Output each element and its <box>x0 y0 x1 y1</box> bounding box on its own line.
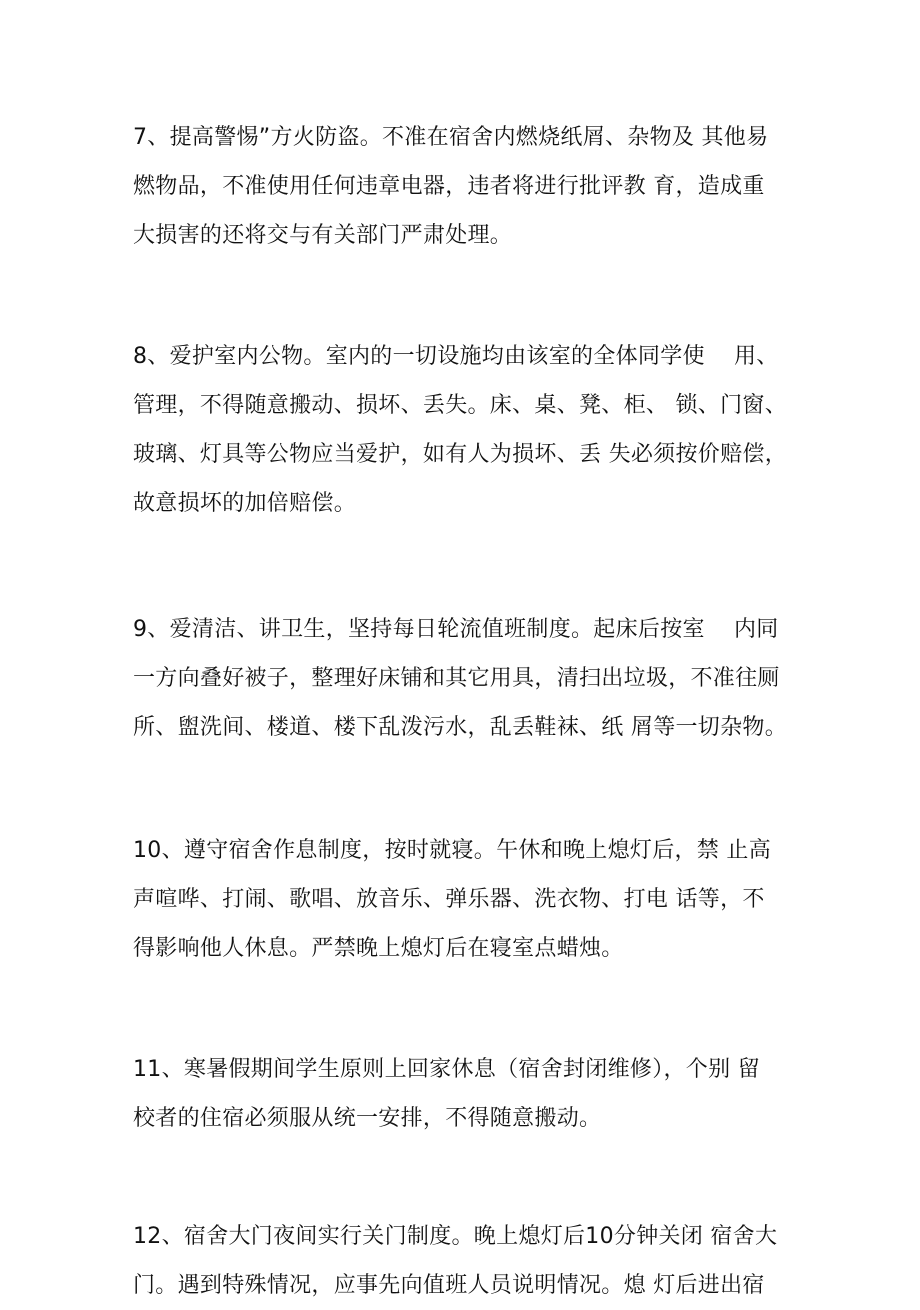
paragraph-line: 声喧哗、打闹、歌唱、放音乐、弹乐器、洗衣物、打电 话等，不 <box>133 887 765 912</box>
paragraph-line: 门。遇到特殊情况，应事先向值班人员说明情况。熄 灯后进出宿 <box>133 1273 765 1298</box>
rule-paragraph-12 <box>133 1212 833 1310</box>
paragraph-line: 11、寒暑假期间学生原则上回家休息（宿舍封闭维修），个别 留 <box>133 1057 760 1082</box>
paragraph-line: 得影响他人休息。严禁晚上熄灯后在寝室点蜡烛。 <box>133 936 624 961</box>
paragraph-line: 燃物品，不准使用任何违章电器，违者将进行批评教 育，造成重 <box>133 174 765 199</box>
paragraph-line: 所、盥洗间、楼道、楼下乱泼污水，乱丢鞋袜、纸 屑等一切杂物。 <box>133 715 787 740</box>
paragraph-line: 玻璃、灯具等公物应当爱护，如有人为损坏、丢 失必须按价赔偿， <box>133 442 787 467</box>
paragraph-line: 12、宿舍大门夜间实行关门制度。晚上熄灯后10分钟关闭 宿舍大 <box>133 1224 778 1249</box>
paragraph-line: 8、爱护室内公物。室内的一切设施均由该室的全体同学使 用、 <box>133 344 779 369</box>
paragraph-line: 7、提高警惕”方火防盗。不准在宿舍内燃烧纸屑、杂物及 其他易 <box>133 125 769 150</box>
paragraph-line: 一方向叠好被子，整理好床铺和其它用具，清扫出垃圾，不准往厕 <box>133 666 780 691</box>
paragraph-line: 故意损坏的加倍赔偿。 <box>133 491 357 516</box>
rule-paragraph-7 <box>133 113 833 260</box>
rule-paragraph-10 <box>133 826 833 973</box>
paragraph-line: 管理，不得随意搬动、损坏、丢失。床、桌、凳、柜、 锁、门窗、 <box>133 393 787 418</box>
rule-paragraph-11 <box>133 1045 833 1143</box>
paragraph-line: 校者的住宿必须服从统一安排，不得随意搬动。 <box>133 1106 602 1131</box>
paragraph-line: 9、爱清洁、讲卫生，坚持每日轮流值班制度。起床后按室 内同 <box>133 617 779 642</box>
paragraph-line: 10、遵守宿舍作息制度，按时就寝。午休和晚上熄灯后，禁 止高 <box>133 838 771 863</box>
rule-paragraph-8 <box>133 332 833 528</box>
rule-paragraph-9 <box>133 605 833 752</box>
paragraph-line: 大损害的还将交与有关部门严肃处理。 <box>133 223 513 248</box>
